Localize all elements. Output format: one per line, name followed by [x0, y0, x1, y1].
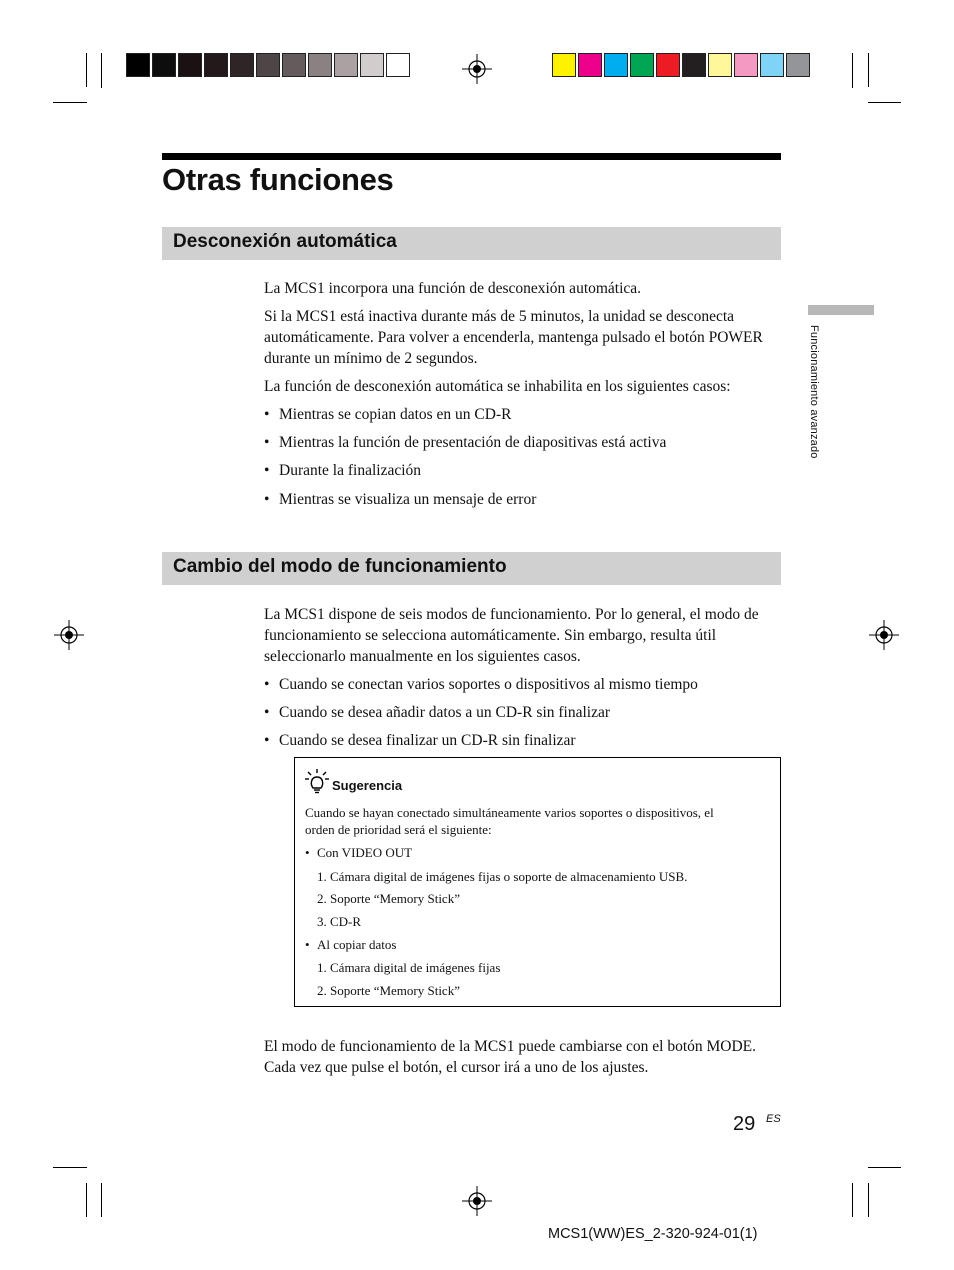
color-swatch — [334, 53, 358, 77]
tip-list-item: 2. Soporte “Memory Stick” — [317, 891, 460, 906]
color-swatch — [308, 53, 332, 77]
side-tab-marker — [808, 305, 874, 315]
list-item: • Mientras la función de presentación de diapositivas está activa — [264, 434, 667, 451]
page-language-code: ES — [766, 1113, 781, 1125]
color-swatch — [760, 53, 784, 77]
tip-group: • Al copiar datos — [305, 937, 397, 952]
tip-list-item: 1. Cámara digital de imágenes fijas o soporte de almacenamiento USB. — [317, 869, 688, 884]
color-swatch — [786, 53, 810, 77]
crop-mark — [53, 1167, 87, 1168]
paragraph: Si la MCS1 está inactiva durante más de 5 minutos, la unidad se desconecta automáticamente. Para volver a encenderla, mantenga pulsado el botón POWER durante un mínimo de 2 segundos. — [264, 308, 763, 367]
list-item-text: Cuando se desea finalizar un CD-R sin finalizar — [279, 732, 576, 749]
color-swatch — [126, 53, 150, 77]
tip-intro-line: Cuando se hayan conectado simultáneamente varios soportes o dispositivos, el — [305, 805, 714, 820]
crop-mark — [852, 1183, 853, 1217]
side-section-label: Funcionamiento avanzado — [808, 325, 820, 459]
color-swatch — [552, 53, 576, 77]
crop-mark — [101, 53, 102, 88]
paragraph: La función de desconexión automática se inhabilita en los siguientes casos: — [264, 378, 731, 395]
color-swatch — [708, 53, 732, 77]
color-swatch — [656, 53, 680, 77]
tip-box — [294, 757, 781, 1007]
crop-mark — [101, 1183, 102, 1217]
registration-mark-icon — [462, 1186, 492, 1216]
lightbulb-icon — [305, 768, 329, 794]
tip-list-item: 1. Cámara digital de imágenes fijas — [317, 960, 501, 975]
list-item-text: Mientras se copian datos en un CD-R — [279, 406, 512, 423]
tip-label: Sugerencia — [332, 778, 403, 793]
grayscale-color-bar — [126, 53, 412, 77]
registration-mark-icon — [54, 620, 84, 650]
list-item-text: Mientras se visualiza un mensaje de error — [279, 491, 537, 508]
color-swatch — [630, 53, 654, 77]
registration-mark-icon — [462, 54, 492, 84]
color-swatch — [604, 53, 628, 77]
color-swatch — [256, 53, 280, 77]
section-heading: Desconexión automática — [173, 231, 397, 252]
crop-mark — [86, 53, 87, 87]
color-swatch — [578, 53, 602, 77]
color-swatch — [230, 53, 254, 77]
section-heading-bar — [162, 552, 781, 585]
crop-mark — [53, 102, 87, 103]
list-item: • Cuando se desea finalizar un CD-R sin finalizar — [264, 732, 576, 749]
color-swatch — [152, 53, 176, 77]
tip-intro-line: orden de prioridad será el siguiente: — [305, 822, 492, 837]
page-title: Otras funciones — [162, 162, 394, 197]
crop-mark — [868, 53, 869, 87]
list-item-text: Cuando se desea añadir datos a un CD-R sin finalizar — [279, 704, 611, 721]
list-item: • Mientras se copian datos en un CD-R — [264, 406, 512, 423]
crop-mark — [852, 53, 853, 88]
color-swatch — [282, 53, 306, 77]
page-number: 29 — [733, 1113, 756, 1135]
color-swatch — [386, 53, 410, 77]
tip-group-label: Con VIDEO OUT — [317, 845, 413, 860]
crop-mark — [868, 102, 901, 103]
color-swatch — [360, 53, 384, 77]
paragraph: La MCS1 incorpora una función de desconexión automática. — [264, 280, 642, 297]
color-swatch — [178, 53, 202, 77]
color-swatch — [204, 53, 228, 77]
paragraph: El modo de funcionamiento de la MCS1 puede cambiarse con el botón MODE. Cada vez que pulse el botón, el cursor irá a uno de los ajustes. — [264, 1038, 757, 1076]
document-code: MCS1(WW)ES_2-320-924-01(1) — [548, 1226, 758, 1242]
color-swatch — [682, 53, 706, 77]
section-heading-bar — [162, 227, 781, 260]
tip-group: • Con VIDEO OUT — [305, 845, 413, 860]
paragraph: La MCS1 dispone de seis modos de funcionamiento. Por lo general, el modo de funcionamiento se selecciona automáticamente. Sin embargo, resulta útil seleccionarlo manualmente en los siguientes casos. — [264, 606, 759, 665]
list-item-text: Durante la finalización — [279, 462, 422, 479]
cmyk-color-bar — [552, 53, 812, 77]
list-item: • Mientras se visualiza un mensaje de error — [264, 491, 537, 508]
color-swatch — [734, 53, 758, 77]
crop-mark — [86, 1183, 87, 1217]
list-item: • Cuando se conectan varios soportes o dispositivos al mismo tiempo — [264, 676, 698, 693]
list-item: • Durante la finalización — [264, 462, 422, 479]
registration-mark-icon — [869, 620, 899, 650]
section-heading: Cambio del modo de funcionamiento — [173, 556, 507, 577]
crop-mark — [868, 1183, 869, 1217]
list-item: • Cuando se desea añadir datos a un CD-R sin finalizar — [264, 704, 611, 721]
list-item-text: Cuando se conectan varios soportes o dispositivos al mismo tiempo — [279, 676, 698, 693]
title-rule — [162, 153, 781, 160]
list-item-text: Mientras la función de presentación de diapositivas está activa — [279, 434, 667, 451]
tip-list-item: 3. CD-R — [317, 914, 362, 929]
tip-list-item: 2. Soporte “Memory Stick” — [317, 983, 460, 998]
crop-mark — [868, 1167, 901, 1168]
tip-group-label: Al copiar datos — [317, 937, 397, 952]
